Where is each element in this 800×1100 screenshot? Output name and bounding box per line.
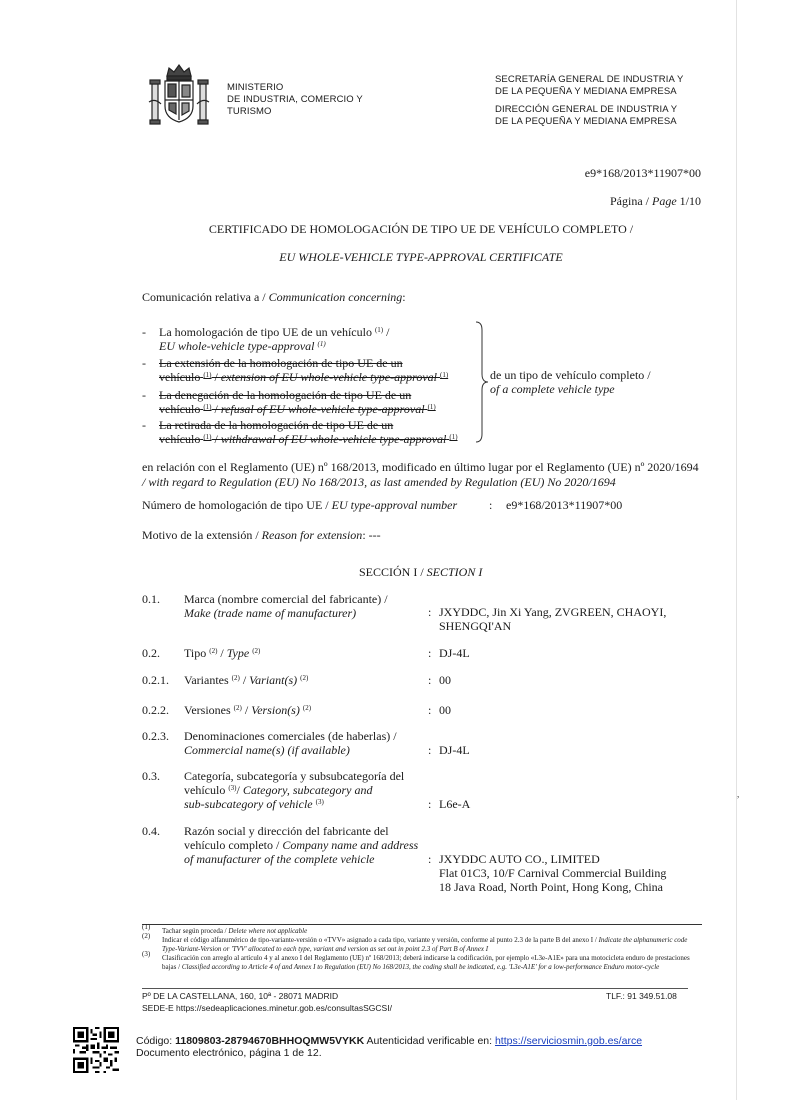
item-number: 0.3. [142,769,160,783]
commercial-name-value: DJ-4L [439,743,470,757]
list-dash: - [142,356,146,370]
colon: : [489,498,493,512]
coat-of-arms-logo [147,62,211,130]
make-label: Marca (nombre comercial del fabricante) / Make (trade name of manufacturer) [184,592,388,620]
category-value: L6e-A [439,797,471,811]
communication-label: Comunicación relativa a / Communication concerning: [142,290,406,304]
footnote-2: $^{(2)}$ Indicar el código alfanumérico de tipo-variante-versión o «TVV» asignado a cada tipo, variante y versión, conforme al punto 2.3 de la parte B del anexo I / Indicate the alphanumeric code Type-Variant-Version or 'TVV' allocated to each type, variant and version as set out in point 2.3 of Part B of Annex I [142,932,688,953]
section-heading: SECCIÓN I / SECTION I [359,565,483,579]
variants-value: 00 [439,673,451,687]
verification-block: Código: 11809803-28794670BHHOQMW5VYKK Autenticidad verificable en: https://serviciosmin.gob.es/arce Documento electrónico, página 1 de 12. [136,1035,643,1059]
item-number: 0.2.3. [142,729,169,743]
commercial-name-label: Denominaciones comerciales (de haberlas) / Commercial name(s) (if available) [184,729,397,757]
item-number: 0.1. [142,592,160,606]
vehicle-type-label: de un tipo de vehículo completo / of a complete vehicle type [490,368,651,396]
approval-number-label: Número de homologación de tipo UE / EU type-approval number [142,498,458,512]
footnote-divider [142,924,702,925]
directorate-name: DIRECCIÓN GENERAL DE INDUSTRIA Y DE LA PEQUEÑA Y MEDIANA EMPRESA [495,104,678,127]
list-dash: - [142,388,146,402]
certificate-title-en: EU WHOLE-VEHICLE TYPE-APPROVAL CERTIFICATE [279,250,563,264]
ministry-name: MINISTERIO DE INDUSTRIA, COMERCIO Y TURISMO [227,82,363,117]
address-sede: SEDE-E https://sedeaplicaciones.minetur.gob.es/consultasSGCSI/ [142,1003,392,1013]
address-street: Pº DE LA CASTELLANA, 160, 10ª - 28071 MADRID [142,991,339,1001]
type-label: Tipo $^{(2)}$ / Type $^{(2)}$ [184,646,261,660]
option-refusal: La denegación de la homologación de tipo UE de un vehículo $^{(1)}$ / refusal of EU whole-vehicle type-approval $^{(1)}$ [159,388,436,416]
address-phone: TLF.: 91 349.51.08 [606,991,677,1001]
option-extension: La extensión de la homologación de tipo UE de un vehículo $^{(1)}$ / extension of EU whole-vehicle type-approval $^{(1)}$ [159,356,449,384]
versions-label: Versiones $^{(2)}$ / Version(s) $^{(2)}$ [184,703,312,717]
colon: : [428,646,432,660]
secretariat-name: SECRETARÍA GENERAL DE INDUSTRIA Y DE LA PEQUEÑA Y MEDIANA EMPRESA [495,74,684,97]
variants-label: Variantes $^{(2)}$ / Variant(s) $^{(2)}$ [184,673,309,687]
item-number: 0.2.2. [142,703,169,717]
verification-code: 11809803-28794670BHHOQMW5VYKK [175,1035,365,1047]
list-dash: - [142,325,146,339]
make-value: JXYDDC, Jin Xi Yang, ZVGREEN, CHAOYI, SHENGQI'AN [439,605,667,633]
qr-code [73,1027,119,1073]
item-number: 0.4. [142,824,160,838]
page-edge-line [736,0,740,1100]
reference-number: e9*168/2013*11907*00 [584,166,701,180]
footnote-3: $^{(3)}$ Clasificación con arreglo al artículo 4 y al anexo I del Reglamento (UE) nº 168/2013; deberá indicarse la codificación, por ejemplo «L3e-A1E» para una motocicleta enduro de prestaciones bajas / Classified according to Article 4 of and Annex I to Regulation (EU) No 168/2013, the coding shall be indicated, e.g. 'L3e-A1E' for a low-performance Enduro motor-cycle [142,950,690,971]
colon: : [428,797,432,811]
footnote-1: $^{(1)}$ Tachar según proceda / Delete where not applicable [142,923,308,935]
colon: : [428,852,432,866]
footnotes [142,923,702,972]
option-withdrawal: La retirada de la homologación de tipo UE de un vehículo $^{(1)}$ / withdrawal of EU whole-vehicle type-approval $^{(1)}$ [159,418,458,446]
regulation-text: en relación con el Reglamento (UE) nº 168/2013, modificado en último lugar por el Reglamento (UE) nº 2020/1694 / with regard to Regulation (EU) No 168/2013, as last amended by Regulation (EU) No 2020/1694 [142,460,699,489]
stray-mark: , [737,789,740,799]
type-value: DJ-4L [439,646,470,660]
category-label: Categoría, subcategoría y subsubcategoría del vehículo $^{(3)}$/ Category, subcategory and sub-subcategory of vehicle $^{(3)}$ [184,769,405,811]
manufacturer-value: JXYDDC AUTO CO., LIMITED Flat 01C3, 10/F Carnival Commercial Building 18 Java Road, North Point, Hong Kong, China [439,852,667,894]
colon: : [428,743,432,757]
list-dash: - [142,418,146,432]
item-number: 0.2.1. [142,673,169,687]
manufacturer-label: Razón social y dirección del fabricante del vehículo completo / Company name and address of manufacturer of the complete vehicle [184,824,419,866]
versions-value: 00 [439,703,451,717]
option-type-approval: La homologación de tipo UE de un vehículo $^{(1)}$ / EU whole-vehicle type-approval $^{(1)}$ [159,325,390,353]
colon: : [428,703,432,717]
approval-number-value: e9*168/2013*11907*00 [506,498,623,512]
page-indicator: Página / Page 1/10 [610,194,701,208]
brace-bracket [474,320,490,444]
address-divider [142,988,688,989]
colon: : [428,605,432,619]
verification-link[interactable]: https://serviciosmin.gob.es/arce [494,1035,643,1047]
item-number: 0.2. [142,646,160,660]
certificate-title: CERTIFICADO DE HOMOLOGACIÓN DE TIPO UE DE VEHÍCULO COMPLETO / [208,222,634,236]
extension-reason: Motivo de la extensión / Reason for extension: --- [142,528,381,542]
colon: : [428,673,432,687]
